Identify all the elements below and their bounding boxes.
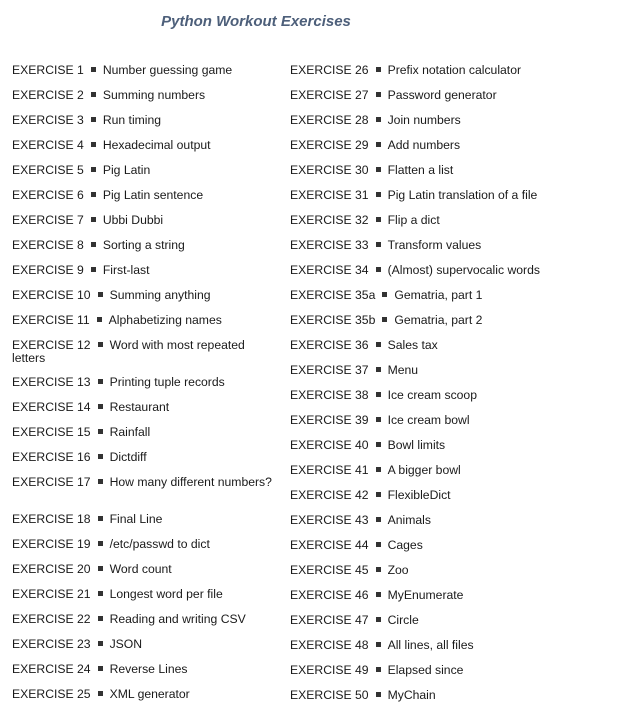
square-bullet-icon (376, 467, 381, 472)
exercise-title: Reverse Lines (109, 662, 188, 676)
exercise-number: EXERCISE 10 (12, 288, 91, 302)
exercise-item (290, 187, 612, 212)
exercise-title: First-last (102, 263, 150, 277)
square-bullet-icon (98, 566, 103, 571)
exercise-number: EXERCISE 29 (290, 138, 369, 152)
exercise-item (12, 511, 274, 536)
square-bullet-icon (376, 667, 381, 672)
exercise-item (12, 287, 274, 312)
square-bullet-icon (98, 429, 103, 434)
square-bullet-icon (376, 517, 381, 522)
square-bullet-icon (98, 541, 103, 546)
exercise-item (12, 87, 274, 112)
exercise-item (12, 636, 274, 661)
exercise-item (290, 487, 612, 512)
exercise-number: EXERCISE 14 (12, 400, 91, 414)
exercise-item (290, 62, 612, 87)
exercise-item (12, 474, 274, 511)
exercise-number: EXERCISE 25 (12, 687, 91, 701)
square-bullet-icon (98, 404, 103, 409)
square-bullet-icon (376, 217, 381, 222)
square-bullet-icon (382, 292, 387, 297)
exercise-number: EXERCISE 50 (290, 688, 369, 702)
exercise-title: MyChain (387, 688, 436, 702)
square-bullet-icon (98, 641, 103, 646)
square-bullet-icon (98, 479, 103, 484)
square-bullet-icon (91, 192, 96, 197)
exercise-title: Ice cream scoop (387, 388, 477, 402)
exercise-number: EXERCISE 3 (12, 113, 84, 127)
exercise-item (290, 637, 612, 662)
exercise-item (290, 162, 612, 187)
exercise-number: EXERCISE 8 (12, 238, 84, 252)
exercise-number: EXERCISE 23 (12, 637, 91, 651)
exercise-title: Cages (387, 538, 423, 552)
exercise-number: EXERCISE 7 (12, 213, 84, 227)
exercise-title: Ice cream bowl (387, 413, 470, 427)
exercise-item (290, 687, 612, 712)
exercise-item (290, 262, 612, 287)
square-bullet-icon (97, 317, 102, 322)
exercise-title: Reading and writing CSV (109, 612, 246, 626)
exercise-item (290, 437, 612, 462)
square-bullet-icon (376, 642, 381, 647)
exercise-item (12, 424, 274, 449)
exercise-title: Circle (387, 613, 419, 627)
exercise-number: EXERCISE 33 (290, 238, 369, 252)
exercise-title: Bowl limits (387, 438, 446, 452)
square-bullet-icon (98, 616, 103, 621)
exercise-title: Final Line (109, 512, 163, 526)
square-bullet-icon (98, 666, 103, 671)
square-bullet-icon (91, 167, 96, 172)
square-bullet-icon (98, 379, 103, 384)
exercise-number: EXERCISE 36 (290, 338, 369, 352)
exercise-item (12, 536, 274, 561)
exercise-number: EXERCISE 28 (290, 113, 369, 127)
exercise-item (290, 362, 612, 387)
exercise-title: XML generator (109, 687, 190, 701)
exercise-item (12, 62, 274, 87)
exercise-number: EXERCISE 1 (12, 63, 84, 77)
exercise-number: EXERCISE 13 (12, 375, 91, 389)
square-bullet-icon (91, 242, 96, 247)
exercise-number: EXERCISE 2 (12, 88, 84, 102)
square-bullet-icon (376, 567, 381, 572)
page-title: Python Workout Exercises (161, 13, 351, 30)
exercise-item (290, 387, 612, 412)
square-bullet-icon (98, 292, 103, 297)
exercise-title: Longest word per file (109, 587, 223, 601)
square-bullet-icon (98, 591, 103, 596)
square-bullet-icon (376, 492, 381, 497)
exercise-title: Printing tuple records (109, 375, 225, 389)
exercise-number: EXERCISE 20 (12, 562, 91, 576)
square-bullet-icon (376, 242, 381, 247)
exercise-number: EXERCISE 32 (290, 213, 369, 227)
exercise-number: EXERCISE 5 (12, 163, 84, 177)
exercise-title: Rainfall (109, 425, 151, 439)
exercise-item (290, 87, 612, 112)
square-bullet-icon (376, 67, 381, 72)
exercise-title: Ubbi Dubbi (102, 213, 164, 227)
exercise-number: EXERCISE 12 (12, 338, 91, 352)
exercise-title: Run timing (102, 113, 162, 127)
exercise-number: EXERCISE 22 (12, 612, 91, 626)
square-bullet-icon (376, 392, 381, 397)
exercise-item (290, 462, 612, 487)
exercise-title: Join numbers (387, 113, 461, 127)
exercise-title: Summing numbers (102, 88, 206, 102)
square-bullet-icon (376, 117, 381, 122)
exercise-title: Prefix notation calculator (387, 63, 522, 77)
square-bullet-icon (376, 442, 381, 447)
exercise-title: Gematria, part 1 (394, 288, 483, 302)
square-bullet-icon (98, 516, 103, 521)
exercise-title: Zoo (387, 563, 409, 577)
square-bullet-icon (376, 367, 381, 372)
exercise-number: EXERCISE 15 (12, 425, 91, 439)
exercise-title: Pig Latin translation of a file (387, 188, 538, 202)
exercise-number: EXERCISE 9 (12, 263, 84, 277)
exercise-title: Dictdiff (109, 450, 147, 464)
exercise-item (290, 112, 612, 137)
square-bullet-icon (376, 417, 381, 422)
exercise-item (12, 262, 274, 287)
exercise-number: EXERCISE 27 (290, 88, 369, 102)
exercise-title: Transform values (387, 238, 482, 252)
exercise-title: MyEnumerate (387, 588, 464, 602)
exercise-number: EXERCISE 4 (12, 138, 84, 152)
exercise-title: /etc/passwd to dict (109, 537, 210, 551)
exercise-number: EXERCISE 38 (290, 388, 369, 402)
exercise-title: Word count (109, 562, 172, 576)
exercise-title: Sorting a string (102, 238, 185, 252)
exercise-item (290, 337, 612, 362)
exercise-item (12, 312, 274, 337)
exercise-title: Animals (387, 513, 431, 527)
square-bullet-icon (91, 267, 96, 272)
exercise-item (290, 412, 612, 437)
exercise-item (290, 587, 612, 612)
square-bullet-icon (376, 167, 381, 172)
exercise-title: Pig Latin (102, 163, 151, 177)
exercise-list-right (290, 62, 612, 712)
exercise-title: Pig Latin sentence (102, 188, 204, 202)
exercise-item (290, 237, 612, 262)
square-bullet-icon (98, 691, 103, 696)
square-bullet-icon (98, 454, 103, 459)
square-bullet-icon (376, 267, 381, 272)
square-bullet-icon (98, 342, 103, 347)
exercise-number: EXERCISE 31 (290, 188, 369, 202)
exercise-item (12, 237, 274, 262)
exercise-number: EXERCISE 44 (290, 538, 369, 552)
exercise-number: EXERCISE 21 (12, 587, 91, 601)
exercise-number: EXERCISE 6 (12, 188, 84, 202)
exercise-number: EXERCISE 47 (290, 613, 369, 627)
square-bullet-icon (91, 67, 96, 72)
exercise-number: EXERCISE 42 (290, 488, 369, 502)
square-bullet-icon (376, 92, 381, 97)
exercise-item (12, 686, 274, 711)
exercise-number: EXERCISE 45 (290, 563, 369, 577)
exercise-title: Restaurant (109, 400, 170, 414)
square-bullet-icon (376, 692, 381, 697)
exercise-number: EXERCISE 30 (290, 163, 369, 177)
exercise-title: Hexadecimal output (102, 138, 211, 152)
exercise-item (12, 374, 274, 399)
exercise-item (12, 561, 274, 586)
exercise-item (12, 162, 274, 187)
exercise-item (290, 137, 612, 162)
exercise-item (290, 562, 612, 587)
exercise-item (12, 661, 274, 686)
exercise-item (290, 312, 612, 337)
exercise-number: EXERCISE 16 (12, 450, 91, 464)
exercise-item (12, 399, 274, 424)
exercise-number: EXERCISE 46 (290, 588, 369, 602)
exercise-number: EXERCISE 35a (290, 288, 376, 302)
exercise-number: EXERCISE 26 (290, 63, 369, 77)
square-bullet-icon (376, 142, 381, 147)
exercise-number: EXERCISE 18 (12, 512, 91, 526)
exercise-number: EXERCISE 41 (290, 463, 369, 477)
exercise-title: Elapsed since (387, 663, 464, 677)
exercise-title: How many different numbers? (109, 475, 272, 489)
exercise-title: A bigger bowl (387, 463, 461, 477)
exercise-number: EXERCISE 49 (290, 663, 369, 677)
exercise-number: EXERCISE 35b (290, 313, 376, 327)
exercise-number: EXERCISE 40 (290, 438, 369, 452)
exercise-title: Number guessing game (102, 63, 233, 77)
square-bullet-icon (376, 617, 381, 622)
exercise-item (290, 212, 612, 237)
exercise-title: JSON (109, 637, 143, 651)
exercise-title: Password generator (387, 88, 497, 102)
exercise-item (12, 611, 274, 636)
exercise-number: EXERCISE 11 (12, 313, 90, 327)
exercise-number: EXERCISE 43 (290, 513, 369, 527)
exercise-number: EXERCISE 24 (12, 662, 91, 676)
exercise-title: Add numbers (387, 138, 461, 152)
square-bullet-icon (91, 117, 96, 122)
exercise-title: Gematria, part 2 (394, 313, 483, 327)
exercise-item (12, 187, 274, 212)
exercise-title: FlexibleDict (387, 488, 451, 502)
exercise-item (12, 212, 274, 237)
exercise-number: EXERCISE 34 (290, 263, 369, 277)
square-bullet-icon (376, 192, 381, 197)
exercise-title: Flip a dict (387, 213, 440, 227)
exercise-title: Word with most repeated letters (12, 338, 245, 365)
square-bullet-icon (376, 342, 381, 347)
exercise-item (12, 337, 274, 374)
exercise-number: EXERCISE 37 (290, 363, 369, 377)
exercise-item (12, 586, 274, 611)
exercise-item (290, 512, 612, 537)
exercise-item (290, 537, 612, 562)
exercise-title: Sales tax (387, 338, 438, 352)
exercise-item (12, 112, 274, 137)
exercise-title: Alphabetizing names (108, 313, 222, 327)
square-bullet-icon (376, 592, 381, 597)
exercise-number: EXERCISE 19 (12, 537, 91, 551)
exercise-number: EXERCISE 48 (290, 638, 369, 652)
exercise-number: EXERCISE 39 (290, 413, 369, 427)
square-bullet-icon (91, 142, 96, 147)
exercise-title: Summing anything (109, 288, 211, 302)
exercise-item (12, 449, 274, 474)
exercise-item (12, 137, 274, 162)
exercise-item (290, 287, 612, 312)
exercise-item (290, 662, 612, 687)
exercise-list-left (12, 62, 274, 711)
exercise-title: Menu (387, 363, 419, 377)
exercise-title: (Almost) supervocalic words (387, 263, 540, 277)
square-bullet-icon (91, 92, 96, 97)
exercise-item (290, 612, 612, 637)
exercise-title: Flatten a list (387, 163, 454, 177)
square-bullet-icon (376, 542, 381, 547)
square-bullet-icon (382, 317, 387, 322)
exercise-number: EXERCISE 17 (12, 475, 91, 489)
square-bullet-icon (91, 217, 96, 222)
exercise-title: All lines, all files (387, 638, 474, 652)
